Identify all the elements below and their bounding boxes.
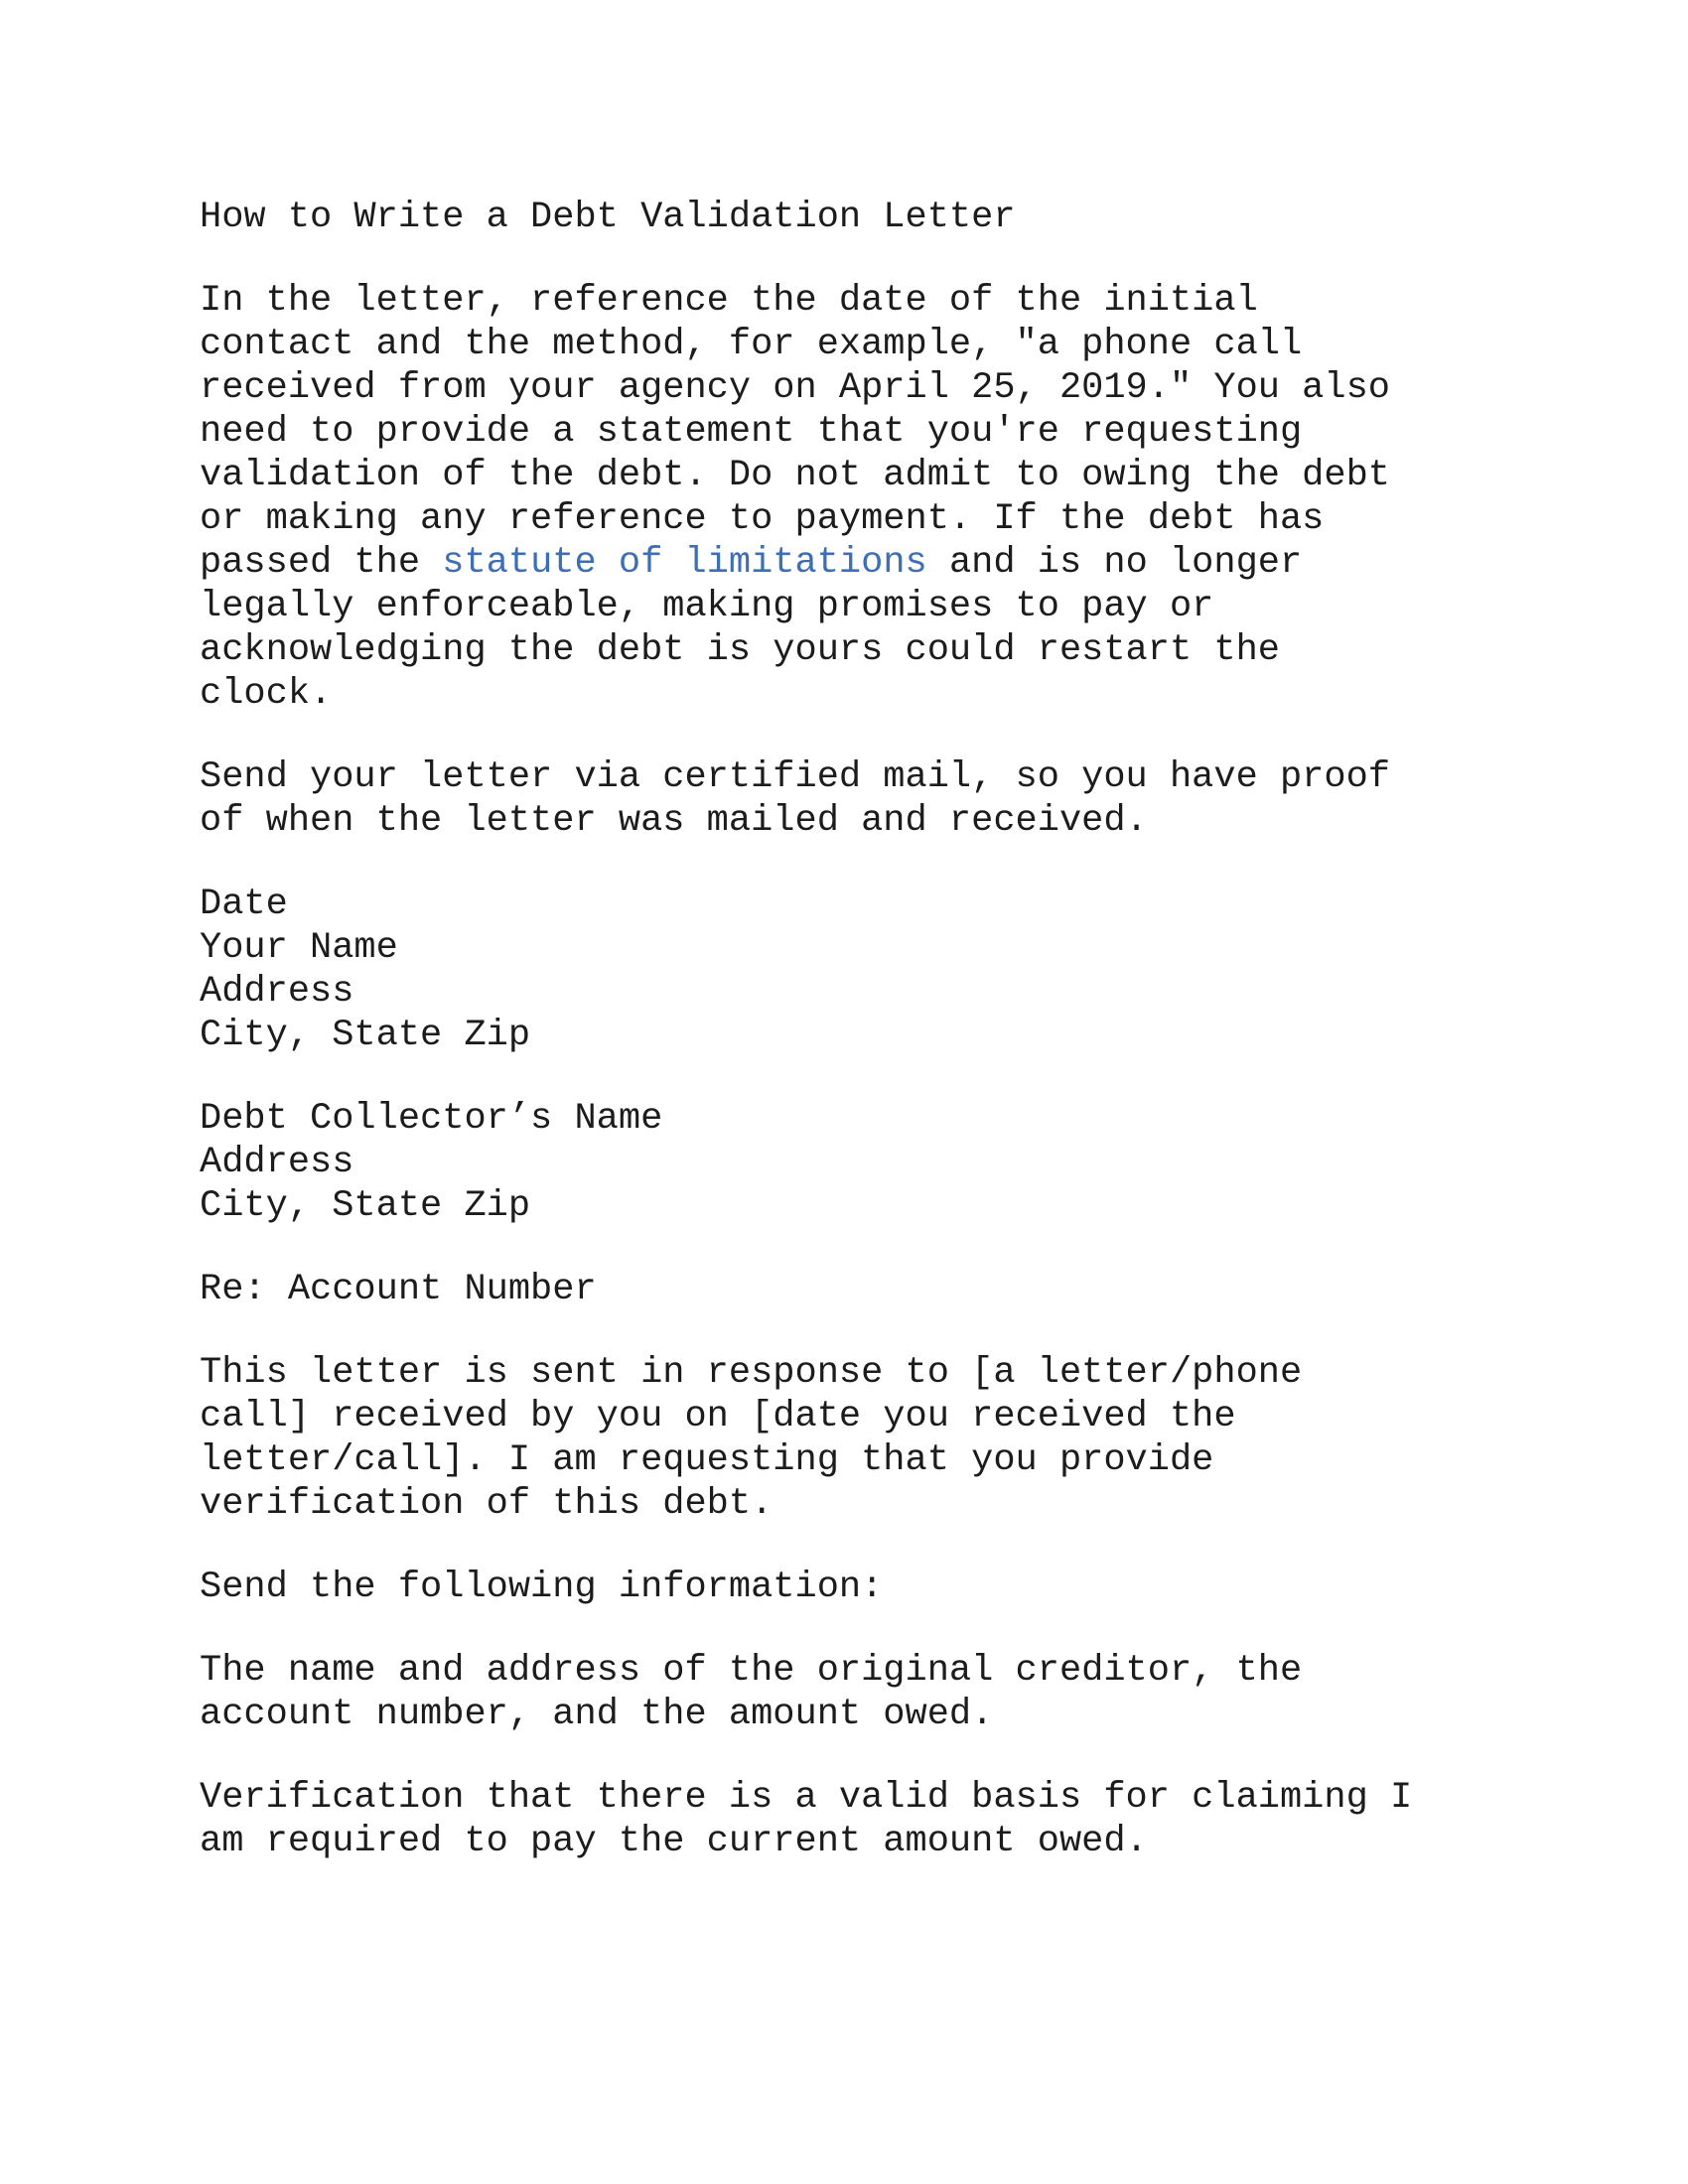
intro-text-before-link: passed the	[200, 542, 443, 584]
recipient-address: Address	[200, 1142, 354, 1183]
request-item-creditor	[200, 1649, 1610, 1736]
document-content	[200, 196, 1610, 1903]
intro-line: or making any reference to payment. If the debt has	[200, 498, 1325, 540]
reference-line	[200, 1268, 1610, 1311]
intro-line: need to provide a statement that you're requesting	[200, 411, 1303, 453]
request-item-line: am required to pay the current amount owed.	[200, 1821, 1148, 1862]
sender-address: Address	[200, 971, 354, 1013]
document-title	[200, 196, 1610, 239]
sender-city-state-zip: City, State Zip	[200, 1015, 531, 1056]
intro-line: received from your agency on April 25, 2019." You also	[200, 367, 1390, 409]
request-intro-text: Send the following information:	[200, 1567, 884, 1608]
reference-text: Re: Account Number	[200, 1269, 597, 1310]
sender-name: Your Name	[200, 927, 398, 969]
sender-block	[200, 883, 1610, 1057]
sender-date: Date	[200, 884, 288, 925]
intro-text-after-link: and is no longer	[926, 542, 1303, 584]
intro-line: clock.	[200, 673, 333, 715]
body-line: This letter is sent in response to [a letter/phone	[200, 1352, 1303, 1394]
request-intro	[200, 1566, 1610, 1609]
mailing-note-line: Send your letter via certified mail, so you have proof	[200, 756, 1390, 798]
intro-paragraph	[200, 279, 1610, 716]
title-text: How to Write a Debt Validation Letter	[200, 197, 1016, 238]
recipient-block	[200, 1097, 1610, 1228]
request-item-line: Verification that there is a valid basis for claiming I	[200, 1777, 1413, 1819]
intro-line: contact and the method, for example, "a phone call	[200, 324, 1303, 365]
mailing-note-line: of when the letter was mailed and received.	[200, 800, 1148, 842]
body-line: call] received by you on [date you received the	[200, 1396, 1236, 1437]
statute-of-limitations-link[interactable]: statute of limitations	[442, 542, 927, 584]
body-line: letter/call]. I am requesting that you provide	[200, 1439, 1214, 1481]
body-line: verification of this debt.	[200, 1483, 774, 1525]
request-item-verification	[200, 1776, 1610, 1863]
intro-line: legally enforceable, making promises to pay or	[200, 586, 1214, 627]
request-item-line: account number, and the amount owed.	[200, 1694, 994, 1735]
recipient-city-state-zip: City, State Zip	[200, 1185, 531, 1227]
intro-line-with-link	[200, 541, 1610, 585]
letter-body-paragraph	[200, 1351, 1610, 1526]
recipient-name: Debt Collector’s Name	[200, 1098, 663, 1140]
mailing-note-paragraph	[200, 755, 1610, 843]
intro-line: acknowledging the debt is yours could restart the	[200, 629, 1280, 671]
intro-line: validation of the debt. Do not admit to owing the debt	[200, 455, 1390, 496]
request-item-line: The name and address of the original creditor, the	[200, 1650, 1303, 1692]
intro-line: In the letter, reference the date of the initial	[200, 280, 1258, 322]
